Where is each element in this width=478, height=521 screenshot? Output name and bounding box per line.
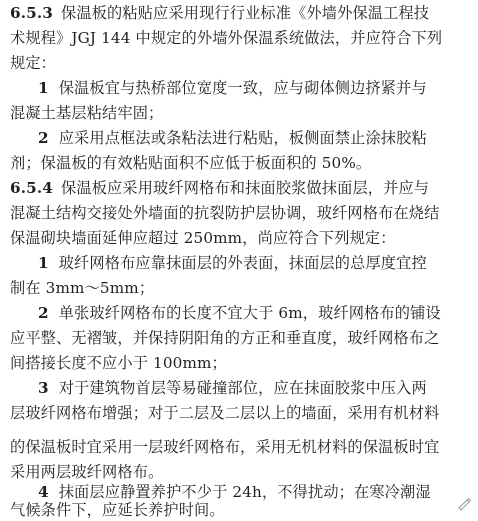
clause-6-5-4-item-3-line-2: 层玻纤网格布增强；对于二层及二层以上的墙面，采用有机材料 (10, 404, 440, 422)
clause-6-5-4-line-3: 保温砌块墙面延伸应超过 250mm，尚应符合下列规定： (10, 229, 396, 247)
clause-6-5-4-item-4-line-1: 4 抹面层应静置养护不少于 24h，不得扰动；在寒冷潮湿 (38, 483, 431, 501)
item-number: 1 (38, 79, 49, 97)
item-number: 2 (38, 304, 49, 322)
item-number: 4 (38, 483, 49, 501)
clause-6-5-4-item-3-line-4: 采用两层玻纤网格布。 (10, 463, 164, 481)
clause-6-5-4-line-2: 混凝土结构交接处外墙面的抗裂防护层协调，玻纤网格布在烧结 (10, 204, 440, 222)
clause-6-5-3-line-2: 术规程》JGJ 144 中规定的外墙外保温系统做法，并应符合下列 (10, 29, 443, 47)
clause-6-5-4-item-1-line-2: 制在 3mm～5mm； (10, 279, 155, 297)
clause-6-5-4-item-1-line-1: 1 玻纤网格布应靠抹面层的外表面，抹面层的总厚度宜控 (38, 254, 427, 272)
clause-6-5-4-line-1: 6.5.4 保温板应采用玻纤网格布和抹面胶浆做抹面层，并应与 (10, 179, 430, 197)
clause-6-5-4-item-4-line-2: 气候条件下，应延长养护时间。 (10, 501, 225, 519)
clause-number: 6.5.4 (10, 179, 54, 197)
item-number: 1 (38, 254, 49, 272)
clause-6-5-3-item-2-line-2: 剂；保温板的有效粘贴面积不应低于板面积的 50%。 (10, 154, 372, 172)
clause-6-5-3-item-1-line-2: 混凝土基层粘结牢固； (10, 104, 164, 122)
clause-6-5-4-item-2-line-3: 间搭接长度不应小于 100mm； (10, 354, 227, 372)
item-number: 2 (38, 129, 49, 147)
clause-6-5-4-item-3-line-3: 的保温板时宜采用一层玻纤网格布，采用无机材料的保温板时宜 (10, 438, 440, 456)
clause-6-5-3-line-1: 6.5.3 保温板的粘贴应采用现行行业标准《外墙外保温工程技 (10, 4, 430, 22)
clause-6-5-3-line-3: 规定： (10, 54, 57, 72)
clause-6-5-4-item-2-line-1: 2 单张玻纤网格布的长度不宜大于 6m，玻纤网格布的铺设 (38, 304, 441, 322)
item-number: 3 (38, 379, 49, 397)
clause-6-5-4-item-3-line-1: 3 对于建筑物首层等易碰撞部位，应在抹面胶浆中压入两 (38, 379, 427, 397)
clause-6-5-4-item-2-line-2: 应平整、无褶皱，并保持阴阳角的方正和垂直度，玻纤网格布之 (10, 329, 440, 347)
clause-6-5-3-item-1-line-1: 1 保温板宜与热桥部位宽度一致，应与砌体侧边挤紧并与 (38, 79, 427, 97)
clause-6-5-3-item-2-line-1: 2 应采用点框法或条粘法进行粘贴，板侧面禁止涂抹胶粘 (38, 129, 427, 147)
edit-pencil-icon (456, 495, 472, 511)
clause-number: 6.5.3 (10, 4, 54, 22)
